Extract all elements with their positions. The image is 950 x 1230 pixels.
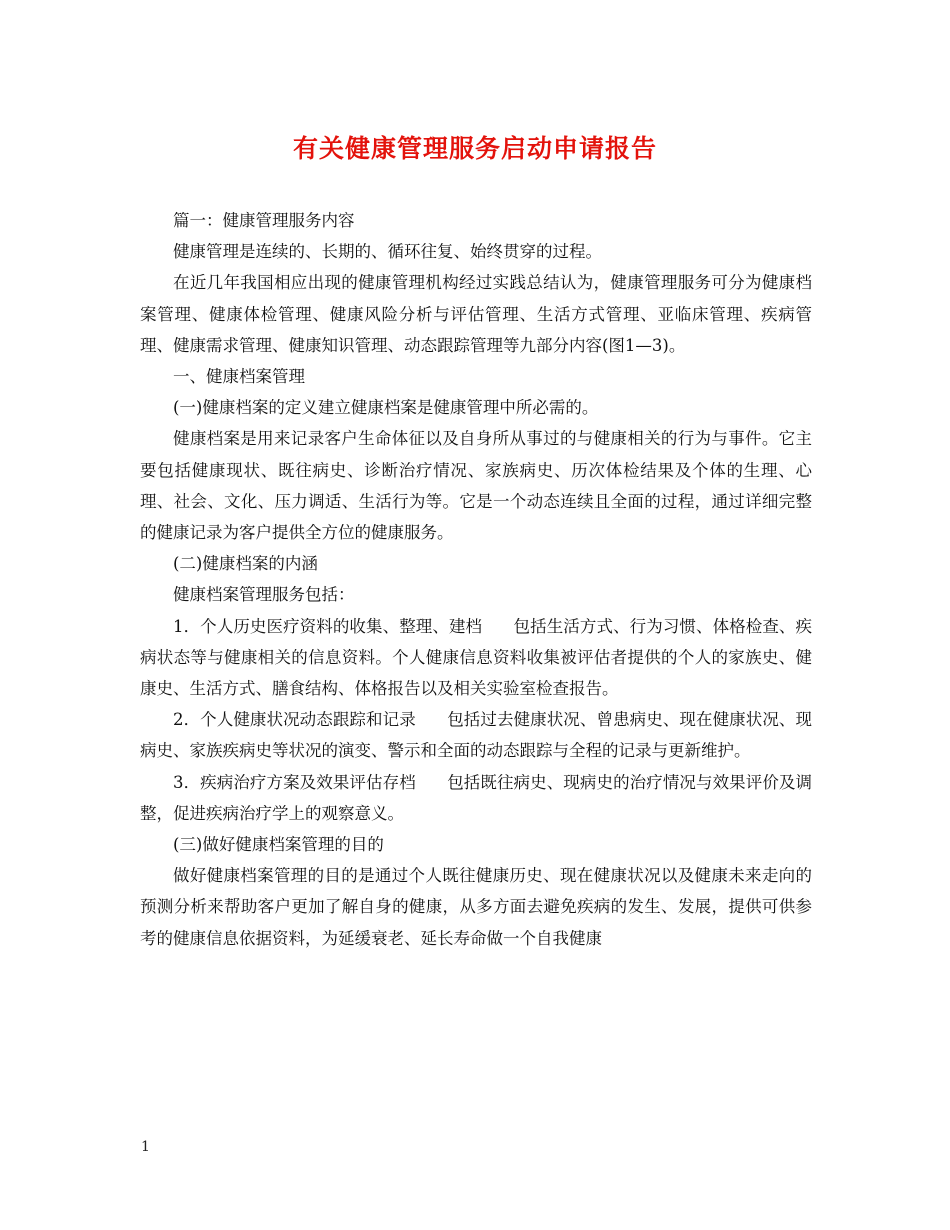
section-heading-archive-management: 一、健康档案管理: [173, 367, 305, 387]
numbered-item-text: 包括过去健康状况、曾患病史、现在健康状况、现病史、家族疾病史等状况的演变、警示和全面的动态跟踪与全程的记录与更新维护。: [140, 710, 813, 761]
document-body: [140, 205, 812, 954]
paragraph: 健康管理是连续的、长期的、循环往复、始终贯穿的过程。: [173, 242, 602, 262]
numbered-item-heading: 3．疾病治疗方案及效果评估存档: [173, 772, 416, 792]
document-title: 有关健康管理服务启动申请报告: [292, 134, 657, 163]
paragraph: 在近几年我国相应出现的健康管理机构经过实践总结认为，健康管理服务可分为健康档案管理、健康体检管理、健康风险分析与评估管理、生活方式管理、亚临床管理、疾病管理、健康需求管理、健康知识管理、动态跟踪管理等九部分内容(图1—3)。: [140, 273, 812, 355]
paragraph: 做好健康档案管理的目的是通过个人既往健康历史、现在健康状况以及健康未来走向的预测分析来帮助客户更加了解自身的健康，从多方面去避免疾病的发生、发展，提供可供参考的健康信息依据资料，为延缓衰老、延长寿命做一个自我健康: [140, 866, 812, 948]
page-number: 1: [141, 1139, 150, 1155]
numbered-item: [140, 704, 812, 766]
numbered-item-text: 包括生活方式、行为习惯、体格检查、疾病状态等与健康相关的信息资料。个人健康信息资料收集被评估者提供的个人的家族史、健康史、生活方式、膳食结构、体格报告以及相关实验室检查报告。: [140, 616, 813, 699]
subsection-heading-connotation: (二)健康档案的内涵: [173, 554, 318, 574]
paragraph: 健康档案是用来记录客户生命体征以及自身所从事过的与健康相关的行为与事件。它主要包括健康现状、既往病史、诊断治疗情况、家族病史、历次体检结果及个体的生理、心理、社会、文化、压力调适、生活行为等。它是一个动态连续且全面的过程，通过详细完整的健康记录为客户提供全方位的健康服务。: [140, 429, 812, 543]
paragraph: 健康档案管理服务包括：: [173, 585, 355, 605]
subsection-heading-purpose: (三)做好健康档案管理的目的: [173, 835, 384, 855]
subsection-heading-definition: (一)健康档案的定义建立健康档案是健康管理中所必需的。: [173, 398, 599, 418]
numbered-item-text: 包括既往病史、现病史的治疗情况与效果评价及调整，促进疾病治疗学上的观察意义。: [140, 772, 813, 823]
numbered-item: [140, 611, 812, 705]
numbered-item-heading: 1．个人历史医疗资料的收集、整理、建档: [173, 616, 483, 636]
numbered-item: [140, 767, 812, 829]
numbered-item-heading: 2．个人健康状况动态跟踪和记录: [173, 710, 416, 730]
section-heading-part-one: 篇一：健康管理服务内容: [173, 211, 355, 230]
